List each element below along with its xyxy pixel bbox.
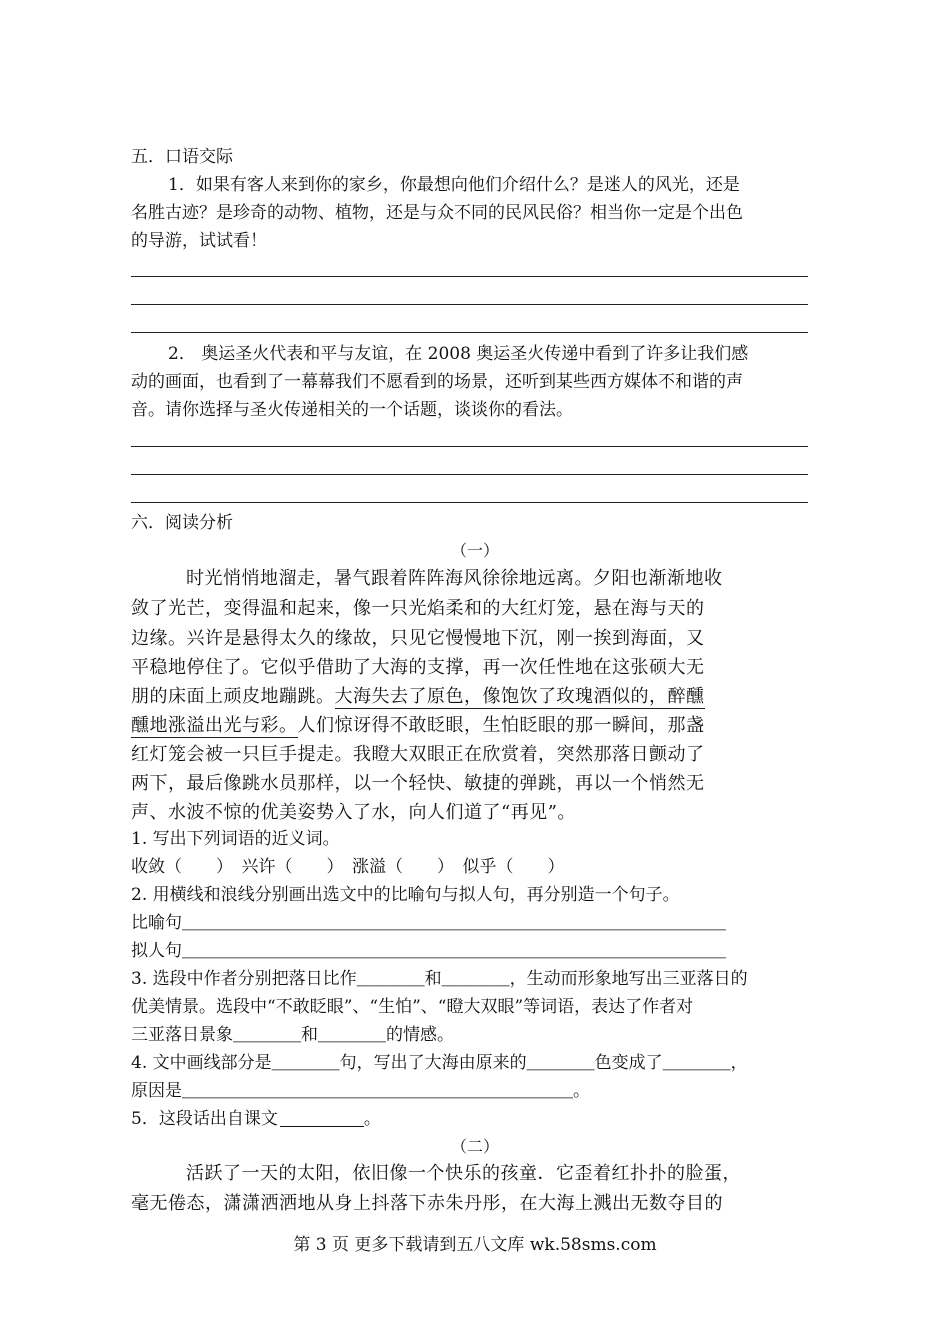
answer-line[interactable]	[131, 446, 808, 447]
question-3-line-3[interactable]: 三亚落日景象＿＿＿＿和＿＿＿＿的情感。	[131, 1025, 454, 1045]
q2-line-2: 动的画面，也看到了一幕幕我们不愿看到的场景，还听到某些西方媒体不和谐的声	[131, 372, 743, 392]
passage-text: 朋的床面上顽皮地蹦跳。	[131, 686, 335, 707]
passage-one-line-8: 两下，最后像跳水员那样，以一个轻快、敏捷的弹跳，再以一个悄然无	[131, 773, 705, 794]
passage-one-line-2: 敛了光芒，变得温和起来，像一只光焰柔和的大红灯笼，悬在海与天的	[131, 598, 705, 619]
question-5	[131, 1108, 381, 1130]
passage-text: 人们惊讶得不敢眨眼，生怕眨眼的那一瞬间，那盏	[297, 715, 705, 736]
personification-answer-line[interactable]: 拟人句＿＿＿＿＿＿＿＿＿＿＿＿＿＿＿＿＿＿＿＿＿＿＿＿＿＿＿＿＿＿＿＿	[131, 941, 726, 961]
passage-one-line-5	[131, 686, 705, 708]
question-5-end: 。	[363, 1109, 381, 1129]
q2-line-1: 2． 奥运圣火代表和平与友谊，在 2008 奥运圣火传递中看到了许多让我们感	[168, 344, 749, 364]
answer-line[interactable]	[131, 304, 808, 305]
passage-one-title: （一）	[450, 541, 499, 560]
question-2: 2. 用横线和浪线分别画出选文中的比喻句与拟人句，再分别造一个句子。	[131, 885, 680, 905]
underlined-sentence: 醺地涨溢出光与彩。	[131, 715, 298, 736]
passage-one-line-1: 时光悄悄地溜走，暑气跟着阵阵海风徐徐地远离。夕阳也渐渐地收	[186, 568, 723, 589]
passage-one-line-7: 红灯笼会被一只巨手提走。我瞪大双眼正在欣赏着，突然那落日颤动了	[131, 744, 705, 765]
question-3-line-1[interactable]: 3. 选段中作者分别把落日比作＿＿＿＿和＿＿＿＿，生动而形象地写出三亚落日的	[131, 969, 748, 989]
q1-line-3: 的导游，试试看！	[131, 231, 267, 251]
page-footer: 第 3 页 更多下载请到五八文库 wk.58sms.com	[293, 1235, 657, 1255]
answer-line[interactable]	[131, 332, 808, 333]
passage-two-line-2: 毫无倦态，潇潇洒洒地从身上抖落下赤朱丹彤，在大海上溅出无数夺目的	[131, 1193, 723, 1214]
passage-one-line-9: 声、水波不惊的优美姿势入了水，向人们道了“再见”。	[131, 802, 576, 823]
question-1: 1. 写出下列词语的近义词。	[131, 829, 340, 849]
passage-one-line-6	[131, 715, 705, 737]
q1-line-1: 1．如果有客人来到你的家乡，你最想向他们介绍什么？是迷人的风光，还是	[168, 175, 740, 195]
answer-line[interactable]	[131, 502, 808, 503]
passage-two-title: （二）	[450, 1137, 499, 1156]
question-4-line-2[interactable]: 原因是＿＿＿＿＿＿＿＿＿＿＿＿＿＿＿＿＿＿＿＿＿＿＿。	[131, 1081, 590, 1101]
underlined-sentence: 大海失去了原色，像饱饮了玫瑰酒似的，醉醺	[334, 686, 705, 707]
question-3-line-2: 优美情景。选段中“不敢眨眼”、“生怕”、“瞪大双眼”等词语，表达了作者对	[131, 997, 694, 1017]
passage-two-line-1: 活跃了一天的太阳，依旧像一个快乐的孩童．它歪着红扑扑的脸蛋，	[186, 1163, 741, 1184]
question-4-line-1[interactable]: 4. 文中画线部分是＿＿＿＿句，写出了大海由原来的＿＿＿＿色变成了＿＿＿＿，	[131, 1053, 748, 1073]
lesson-title-blank[interactable]	[280, 1110, 364, 1127]
section-five-heading: 五．口语交际	[131, 147, 233, 167]
answer-line[interactable]	[131, 276, 808, 277]
passage-one-line-4: 平稳地停住了。它似乎借助了大海的支撑，再一次任性地在这张硕大无	[131, 657, 705, 678]
question-1-words[interactable]: 收敛（ ） 兴许（ ） 涨溢（ ） 似乎（ ）	[131, 857, 565, 877]
q2-line-3: 音。请你选择与圣火传递相关的一个话题，谈谈你的看法。	[131, 400, 573, 420]
section-six-heading: 六．阅读分析	[131, 513, 233, 533]
answer-line[interactable]	[131, 474, 808, 475]
passage-one-line-3: 边缘。兴许是悬得太久的缘故，只见它慢慢地下沉，刚一挨到海面，又	[131, 628, 705, 649]
question-5-text: 5．这段话出自课文	[131, 1109, 278, 1129]
q1-line-2: 名胜古迹？是珍奇的动物、植物，还是与众不同的民风民俗？相当你一定是个出色	[131, 203, 743, 223]
simile-answer-line[interactable]: 比喻句＿＿＿＿＿＿＿＿＿＿＿＿＿＿＿＿＿＿＿＿＿＿＿＿＿＿＿＿＿＿＿＿	[131, 913, 726, 933]
